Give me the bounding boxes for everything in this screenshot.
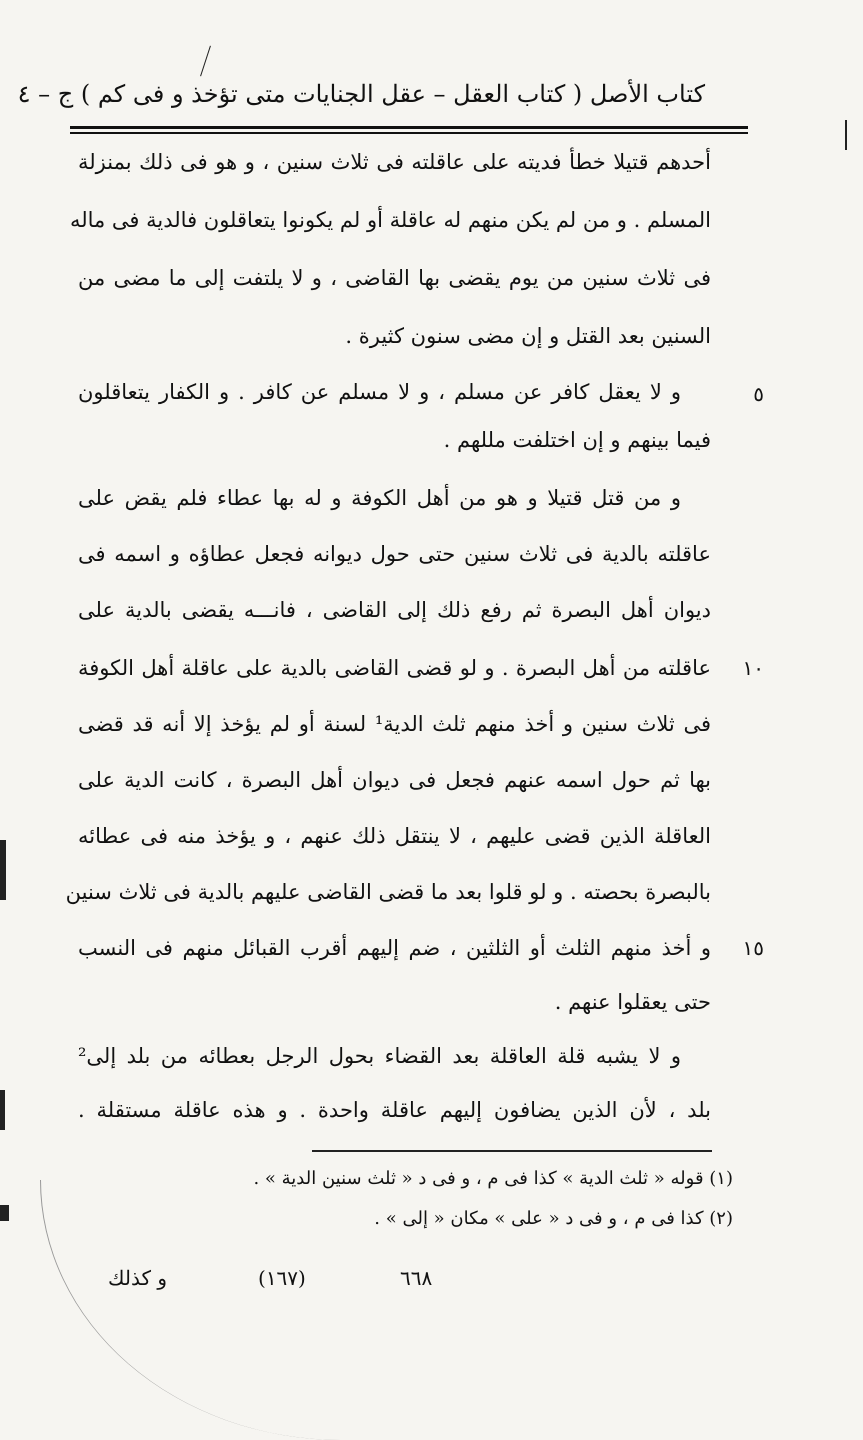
body-line: أحدهم قتيلا خطأ فديته على عاقلته فى ثلاث سنين ، و هو فى ذلك بمنزلة bbox=[78, 150, 711, 174]
body-line: و أخذ منهم الثلث أو الثلثين ، ضم إليهم أقرب القبائل منهم فى النسب bbox=[78, 936, 711, 960]
body-line: و لا يشبه قلة العاقلة بعد القضاء بحول الرجل بعطائه من بلد إلى² bbox=[78, 1044, 681, 1068]
body-line: المسلم . و من لم يكن منهم له عاقلة أو لم يكونوا يتعاقلون فالدية فى ماله bbox=[69, 208, 711, 232]
body-line: عاقلته من أهل البصرة . و لو قضى القاضى بالدية على عاقلة أهل الكوفة bbox=[78, 656, 711, 680]
body-line: عاقلته بالدية فى ثلاث سنين حتى حول ديوانه فجعل عطاؤه و اسمه فى bbox=[78, 542, 711, 566]
body-line: فيما بينهم و إن اختلفت مللهم . bbox=[443, 428, 711, 452]
body-line: بالبصرة بحصته . و لو قلوا بعد ما قضى القاضى عليهم بالدية فى ثلاث سنين bbox=[65, 880, 711, 904]
header-rule-thick bbox=[70, 126, 748, 129]
margin-mark bbox=[845, 120, 847, 150]
header-rule-thin bbox=[70, 132, 748, 134]
body-line: بلد ، لأن الذين يضافون إليهم عاقلة واحدة . و هذه عاقلة مستقلة . bbox=[78, 1098, 711, 1122]
line-number-15: ١٥ bbox=[742, 936, 764, 960]
body-line: العاقلة الذين قضى عليهم ، لا ينتقل ذلك عنهم ، و يؤخذ منه فى عطائه bbox=[78, 824, 711, 848]
binding-edge-mark bbox=[0, 840, 6, 900]
binding-edge-mark bbox=[0, 1205, 9, 1221]
page-number: ٦٦٨ bbox=[400, 1266, 433, 1290]
line-number-10: ١٠ bbox=[742, 656, 764, 680]
footnote-rule bbox=[312, 1150, 712, 1152]
manuscript-number: (١٦٧) bbox=[258, 1266, 306, 1290]
body-line: ديوان أهل البصرة ثم رفع ذلك إلى القاضى ، فانـــه يقضى بالدية على bbox=[78, 598, 711, 622]
body-line: بها ثم حول اسمه عنهم فجعل فى ديوان أهل البصرة ، كانت الدية على bbox=[78, 768, 711, 792]
pen-stroke-mark bbox=[200, 46, 211, 77]
body-line: فى ثلاث سنين من يوم يقضى بها القاضى ، و لا يلتفت إلى ما مضى من bbox=[78, 266, 711, 290]
line-number-5: ٥ bbox=[753, 382, 764, 406]
footnote-1: (١) قوله « ثلث الدية » كذا فى م ، و فى د « ثلث سنين الدية » . bbox=[253, 1168, 733, 1189]
catchword: و كذلك bbox=[108, 1266, 167, 1290]
body-line: فى ثلاث سنين و أخذ منهم ثلث الدية¹ لسنة أو لم يؤخذ إلا أنه قد قضى bbox=[78, 712, 711, 736]
running-title: كتاب الأصل ( كتاب العقل – عقل الجنايات متى تؤخذ و فى كم ) ج – ٤ bbox=[17, 80, 705, 108]
body-line: و لا يعقل كافر عن مسلم ، و لا مسلم عن كافر . و الكفار يتعاقلون bbox=[78, 380, 681, 404]
footnote-2: (٢) كذا فى م ، و فى د « على » مكان « إلى » . bbox=[374, 1208, 733, 1229]
binding-edge-mark bbox=[0, 1090, 5, 1130]
body-line: حتى يعقلوا عنهم . bbox=[554, 990, 711, 1014]
body-line: السنين بعد القتل و إن مضى سنون كثيرة . bbox=[345, 324, 711, 348]
body-line: و من قتل قتيلا و هو من أهل الكوفة و له بها عطاء فلم يقض على bbox=[78, 486, 681, 510]
page-curl-shadow bbox=[40, 1180, 341, 1440]
